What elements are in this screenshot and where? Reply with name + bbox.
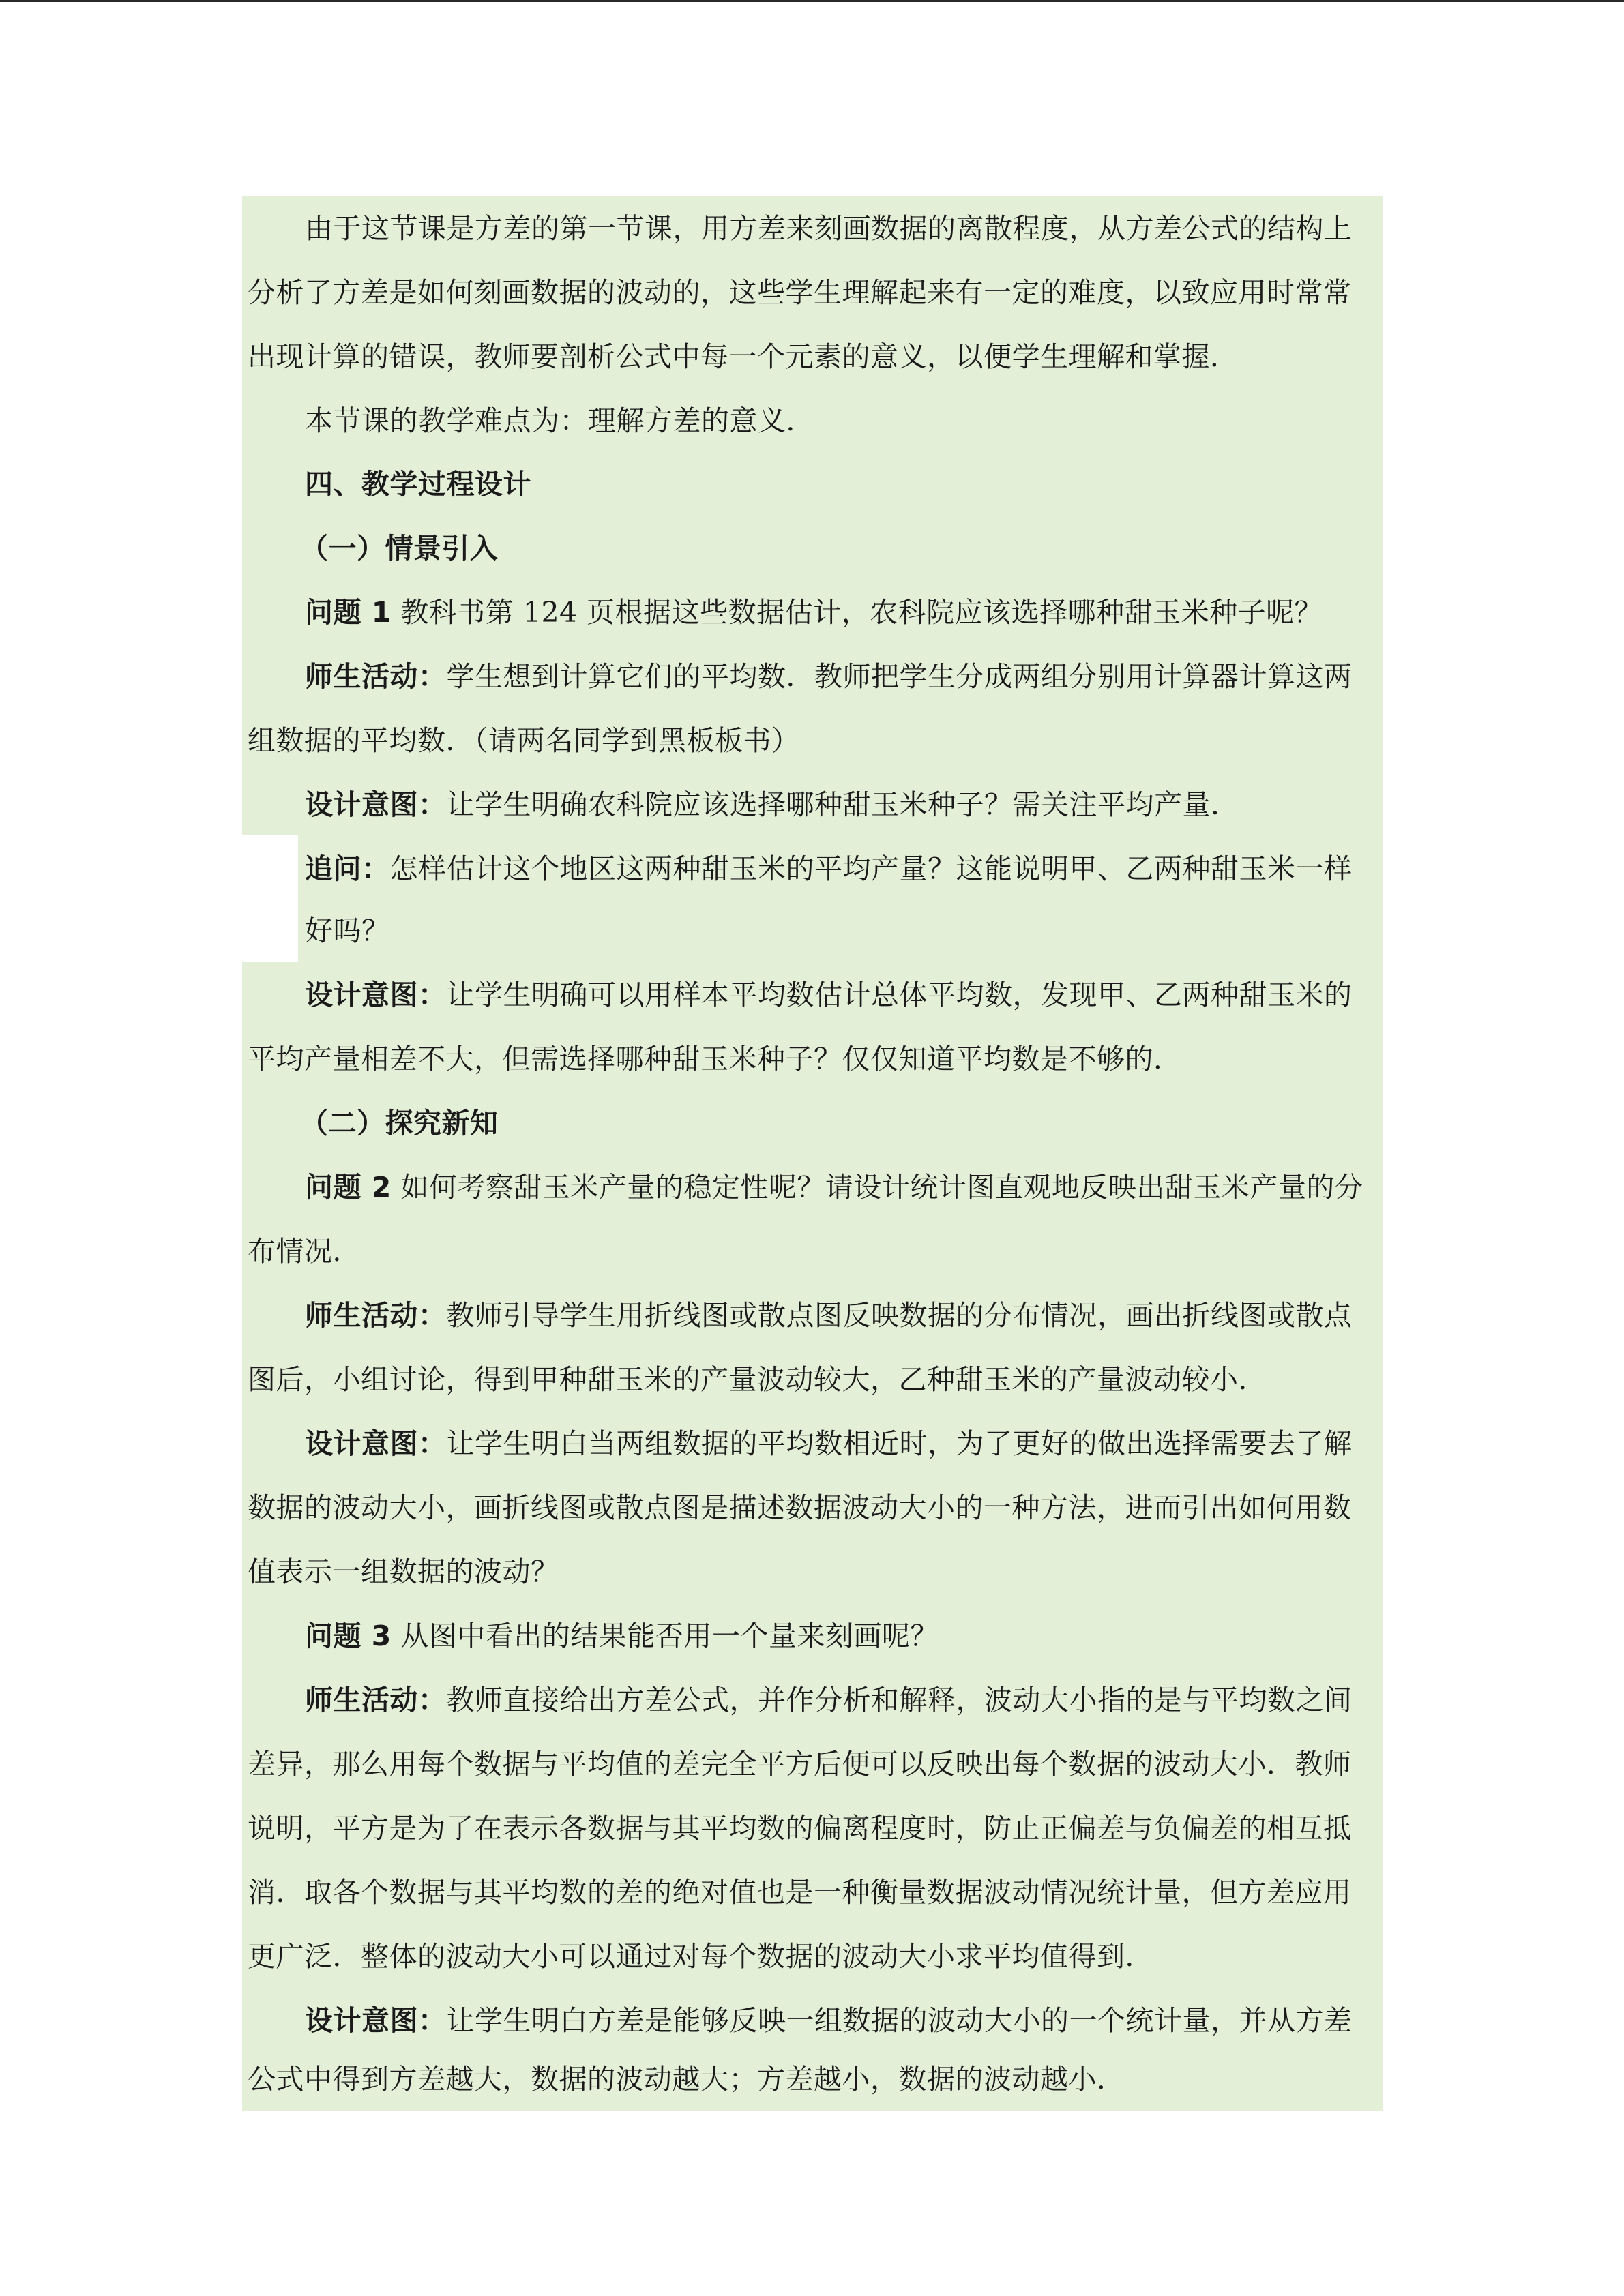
question-1 <box>305 580 1423 644</box>
intent-3-line-2: 数据的波动大小，画折线图或散点图是描述数据波动大小的一种方法，进而引出如何用数 <box>248 1491 1352 1524</box>
intent-4-line-1 <box>305 1988 1423 2053</box>
follow-up-label: 追问： <box>305 852 390 885</box>
activity-2-text: 教师引导学生用折线图或散点图反映数据的分布情况，画出折线图或散点 <box>446 1299 1353 1332</box>
activity-1-line-1 <box>305 644 1423 709</box>
follow-up-line-1 <box>305 837 1423 901</box>
intent-3-line-3: 值表示一组数据的波动？ <box>248 1555 559 1588</box>
paragraph-1-line-2: 分析了方差是如何刻画数据的波动的，这些学生理解起来有一定的难度，以致应用时常常 <box>248 276 1352 309</box>
intent-2-text: 让学生明确可以用样本平均数估计总体平均数，发现甲、乙两种甜玉米的 <box>446 979 1353 1011</box>
question-2-line-1 <box>305 1155 1423 1219</box>
unhighlighted-margin-gap <box>242 835 298 962</box>
question-2-label: 问题 2 <box>305 1171 392 1204</box>
activity-3-line-2: 差异，那么用每个数据与平均值的差完全平方后便可以反映出每个数据的波动大小．教师 <box>248 1748 1352 1780</box>
paragraph-1-line-3: 出现计算的错误，教师要剖析公式中每一个元素的意义，以便学生理解和掌握． <box>248 340 1239 373</box>
intent-1-text: 让学生明确农科院应该选择哪种甜玉米种子？需关注平均产量． <box>446 788 1239 821</box>
activity-1-line-2: 组数据的平均数．（请两名同学到黑板板书） <box>248 724 800 757</box>
follow-up-text: 怎样估计这个地区这两种甜玉米的平均产量？这能说明甲、乙两种甜玉米一样 <box>389 852 1353 885</box>
difficulty-statement: 本节课的教学难点为：理解方差的意义． <box>305 404 814 437</box>
subsection-heading-intro: （一）情景引入 <box>300 532 499 565</box>
intent-3-label: 设计意图： <box>305 1427 447 1460</box>
intent-4-line-2: 公式中得到方差越大，数据的波动越大；方差越小，数据的波动越小． <box>248 2063 1125 2096</box>
paragraph-1-line-1: 由于这节课是方差的第一节课，用方差来刻画数据的离散程度，从方差公式的结构上 <box>305 212 1353 245</box>
intent-2-line-2: 平均产量相差不大，但需选择哪种甜玉米种子？仅仅知道平均数是不够的． <box>248 1043 1182 1075</box>
question-3-text: 从图中看出的结果能否用一个量来刻画呢？ <box>391 1620 939 1652</box>
question-2-text: 如何考察甜玉米产量的稳定性呢？请设计统计图直观地反映出甜玉米产量的分 <box>391 1171 1363 1204</box>
subsection-heading-explore: （二）探究新知 <box>300 1107 499 1139</box>
activity-3-line-5: 更广泛．整体的波动大小可以通过对每个数据的波动大小求平均值得到． <box>248 1940 1153 1973</box>
question-3 <box>305 1604 1423 1668</box>
intent-4-label: 设计意图： <box>305 2004 447 2037</box>
activity-3-line-1 <box>305 1668 1423 1732</box>
activity-3-text: 教师直接给出方差公式，并作分析和解释，波动大小指的是与平均数之间 <box>446 1684 1353 1716</box>
question-2-line-2: 布情况． <box>248 1235 361 1268</box>
activity-2-line-1 <box>305 1283 1423 1347</box>
question-3-label: 问题 3 <box>305 1620 392 1652</box>
activity-3-line-3: 说明，平方是为了在表示各数据与其平均数的偏离程度时，防止正偏差与负偏差的相互抵 <box>248 1812 1352 1845</box>
page-top-border <box>0 0 1624 2</box>
follow-up-line-2: 好吗？ <box>305 914 390 947</box>
activity-3-line-4: 消．取各个数据与其平均数的差的绝对值也是一种衡量数据波动情况统计量，但方差应用 <box>248 1876 1352 1909</box>
intent-3-text: 让学生明白当两组数据的平均数相近时，为了更好的做出选择需要去了解 <box>446 1427 1353 1460</box>
activity-2-label: 师生活动： <box>305 1299 447 1332</box>
activity-1-label: 师生活动： <box>305 660 447 693</box>
intent-4-text: 让学生明白方差是能够反映一组数据的波动大小的一个统计量，并从方差 <box>446 2004 1353 2037</box>
intent-2-line-1 <box>305 963 1423 1027</box>
intent-1-label: 设计意图： <box>305 788 447 821</box>
activity-3-label: 师生活动： <box>305 1684 447 1716</box>
section-heading-teaching-process: 四、教学过程设计 <box>305 468 531 501</box>
activity-2-line-2: 图后，小组讨论，得到甲种甜玉米的产量波动较大，乙种甜玉米的产量波动较小． <box>248 1363 1267 1396</box>
question-1-label: 问题 1 <box>305 596 392 629</box>
question-1-text: 教科书第 124 页根据这些数据估计，农科院应该选择哪种甜玉米种子呢？ <box>391 596 1323 629</box>
intent-1 <box>305 773 1423 837</box>
intent-3-line-1 <box>305 1412 1423 1476</box>
intent-2-label: 设计意图： <box>305 979 447 1011</box>
activity-1-text: 学生想到计算它们的平均数．教师把学生分成两组分别用计算器计算这两 <box>446 660 1353 693</box>
